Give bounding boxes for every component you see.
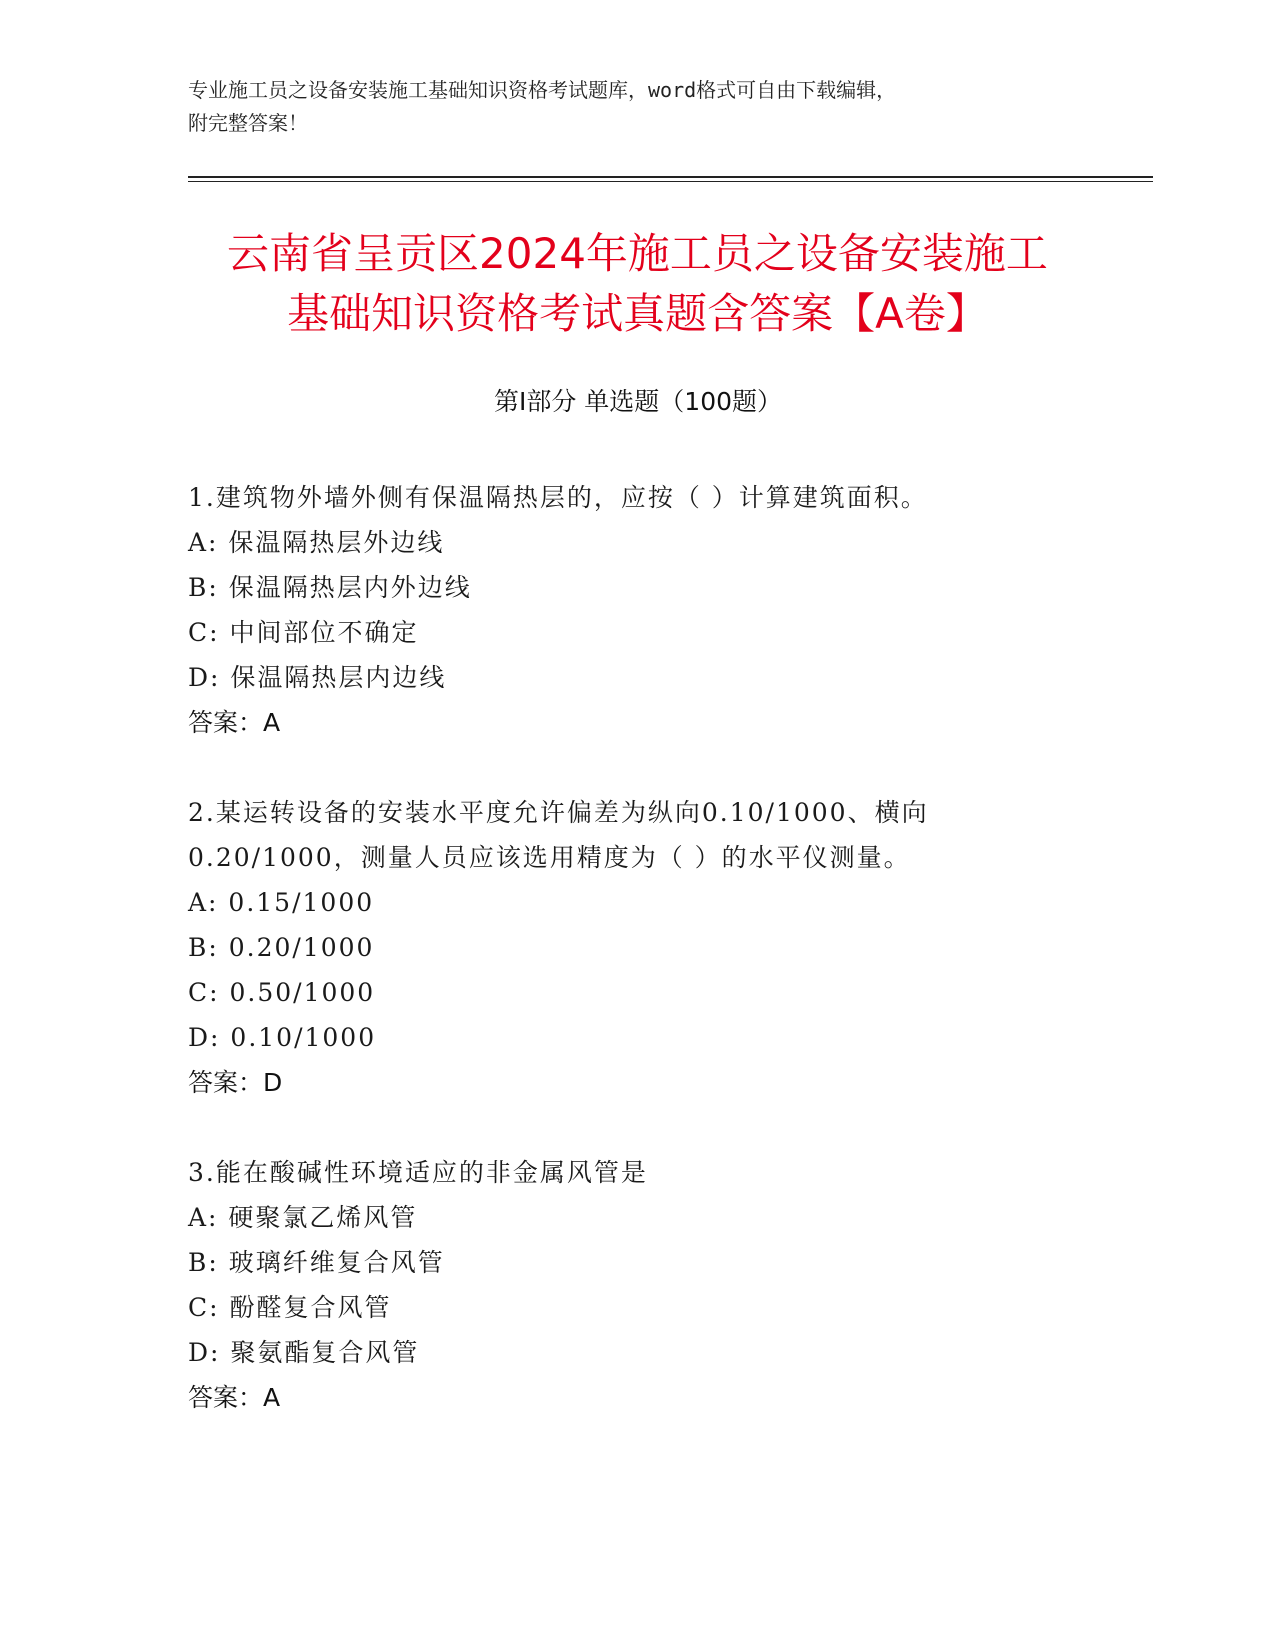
header-note [188,74,1068,140]
question-list [188,475,1088,1465]
option-c: C: 0.50/1000 [188,978,376,1007]
header-note-line-1: 专业施工员之设备安装施工基础知识资格考试题库，word格式可自由下载编辑， [188,78,897,102]
question-3 [188,1150,1088,1420]
option-c: C: 中间部位不确定 [188,618,419,647]
document-title-line-1: 云南省呈贡区2024年施工员之设备安装施工 [227,229,1048,278]
option-a: A: 硬聚氯乙烯风管 [188,1203,418,1232]
option-d: D: 0.10/1000 [188,1023,377,1052]
option-a: A: 保温隔热层外边线 [188,528,445,557]
question-stem: 3.能在酸碱性环境适应的非金属风管是 [188,1158,648,1187]
header-note-line-2: 附完整答案！ [188,111,308,135]
header-divider-thin [188,181,1153,182]
question-stem-line-1: 2.某运转设备的安装水平度允许偏差为纵向0.10/1000、横向 [188,798,929,827]
header-divider-thick [188,176,1153,178]
option-b: B: 0.20/1000 [188,933,375,962]
option-d: D: 聚氨酯复合风管 [188,1338,420,1367]
document-title [150,224,1125,344]
option-b: B: 玻璃纤维复合风管 [188,1248,445,1277]
document-title-line-2: 基础知识资格考试真题含答案【A卷】 [287,289,988,338]
question-2 [188,790,1088,1105]
answer: 答案：D [188,1068,283,1097]
question-stem-line-2: 0.20/1000，测量人员应该选用精度为（ ）的水平仪测量。 [188,843,911,872]
section-heading: 第Ⅰ部分 单选题（100题） [493,387,783,416]
option-c: C: 酚醛复合风管 [188,1293,392,1322]
option-d: D: 保温隔热层内边线 [188,663,447,692]
option-b: B: 保温隔热层内外边线 [188,573,472,602]
option-a: A: 0.15/1000 [188,888,375,917]
answer: 答案：A [188,708,281,737]
answer: 答案：A [188,1383,281,1412]
question-1 [188,475,1088,745]
question-stem: 1.建筑物外墙外侧有保温隔热层的，应按（ ）计算建筑面积。 [188,483,928,512]
